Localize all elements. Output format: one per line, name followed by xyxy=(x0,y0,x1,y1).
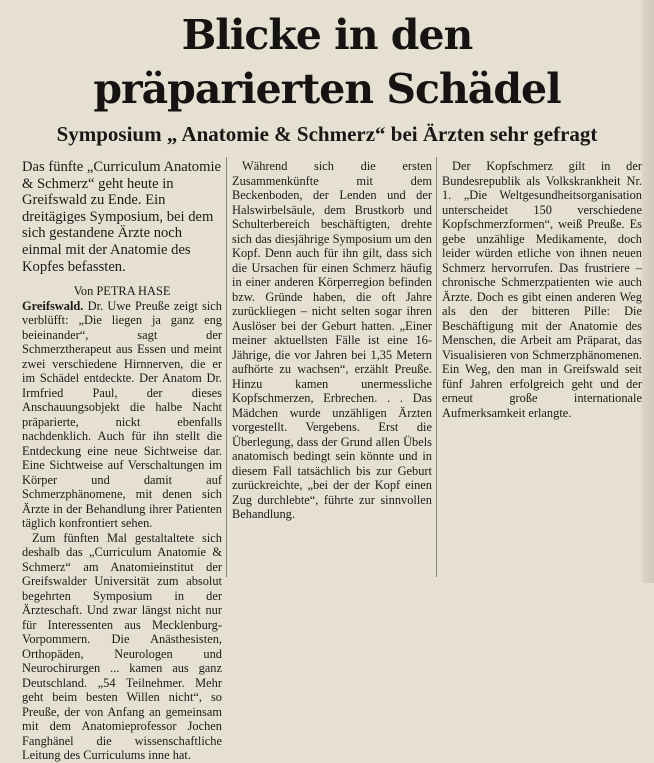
body-text: Dr. Uwe Preuße zeigt sich verblüfft: „Die liegen ja ganz eng beieinander“, sagt der Schmerztherapeut aus Essen und meint zwei verschiedene Hirnnerven, die er im Schädel entdeckte. Der Anatom Dr. Irmfried Paul, der dieses Anschauungsobjekt die halbe Nacht präparierte, nickt ebenfalls nachdenklich. Auch für ihn stellt die Entdeckung eine neue Sichtweise dar. Eine Sichtweise auf Verschaltungen im Körper und damit auf Schmerzphänomene, mit denen sich Ärzte in der Behandlung ihrer Patienten täglich konfrontiert sehen. xyxy=(22,298,222,531)
body-paragraph: Der Kopfschmerz gilt in der Bundesrepublik als Volkskrankheit Nr. 1. „Die Weltgesundheitsorganisation unterscheidet 150 verschiedene Kopfschmerzformen“, weiß Preuße. Es gebe unzählige Medikamente, doch leider würden etliche von ihnen neuen Schmerz hervorrufen. Das frustriere – chronische Schmerzpatienten wie auch Ärzte. Doch es gibt einen anderen Weg als den der bitteren Pille: Die Beschäftigung mit der Anatomie des Menschen, die Arbeit am Präparat, das Visualisieren von Schmerzphänomenen. Ein Weg, den man in Greifswald seit fünf Jahren erfolgreich geht und der erneut große internationale Aufmerksamkeit erlangte. xyxy=(442,159,642,420)
headline-line-2: präparierten Schädel xyxy=(93,65,561,113)
byline: Von PETRA HASE xyxy=(73,284,171,299)
body-paragraph xyxy=(22,299,222,531)
intro-paragraph: Das fünfte „Curriculum Anatomie & Schmerz“ geht heute in Greifswald zu Ende. Ein dreitägiges Symposium, bei dem sich gestandene Ärzte noch einmal mit der Anatomie des Kopfes befassten. xyxy=(22,159,221,275)
column-divider xyxy=(436,157,437,577)
dateline: Greifswald. xyxy=(22,298,84,313)
column-divider xyxy=(226,157,227,577)
column-2 xyxy=(232,159,432,522)
body-paragraph: Zum fünften Mal gestaltaltete sich deshalb das „Curriculum Anatomie & Schmerz“ am Anatomieinstitut der Greifswalder Universität zum absolut begehrten Symposium in der Ärzteschaft. Und zwar längst nicht nur für Interessenten aus Mecklenburg-Vorpommern. Die Anästhesisten, Orthopäden, Neurologen und Neurochirurgen ... kamen aus ganz Deutschland. „54 Teilnehmer. Mehr geht beim besten Willen nicht“, so Preuße, der von Anfang an gemeinsam mit dem Anatomieprofessor Jochen Fanghänel die wissenschaftliche Leitung des Curriculums inne hat. xyxy=(22,530,222,763)
headline-line-1: Blicke in den xyxy=(181,11,473,59)
column-3 xyxy=(442,159,642,420)
body-paragraph: Während sich die ersten Zusammenkünfte mit dem Beckenboden, der Lenden und der Halswirbelsäule, dem Brustkorb und Schulterbereich beschäftigten, drehte sich das diesjährige Symposium um den Kopf. Denn auch für ihn gilt, dass sich die Ursachen für einen Schmerz häufig in einer anderen Körperregion befinden bzw. Gründe haben, die oft Jahre zurückliegen – nicht selten sogar ihren Auslöser bei der Geburt hatten. „Einer meiner aktuellsten Fälle ist eine 16-Jährige, die vor Jahren bei 1,35 Metern aufhörte zu wachsen“, erzählt Preuße. Hinzu kamen unermessliche Kopfschmerzen, Erbrechen. . . Das Mädchen wurde unzähligen Ärzten vorgestellt. Vergebens. Erst die Überlegung, dass der Grund allen Übels anatomisch bedingt sein könnte und in diesem Fall tatsächlich bis zur Geburt zurückreichte, „bei der der Kopf einen Zug durchlebte“, führte zur sinnvollen Behandlung. xyxy=(232,159,432,521)
page-edge xyxy=(642,0,654,583)
subheadline: Symposium „ Anatomie & Schmerz“ bei Ärzten sehr gefragt xyxy=(56,122,598,146)
column-1 xyxy=(22,159,222,763)
